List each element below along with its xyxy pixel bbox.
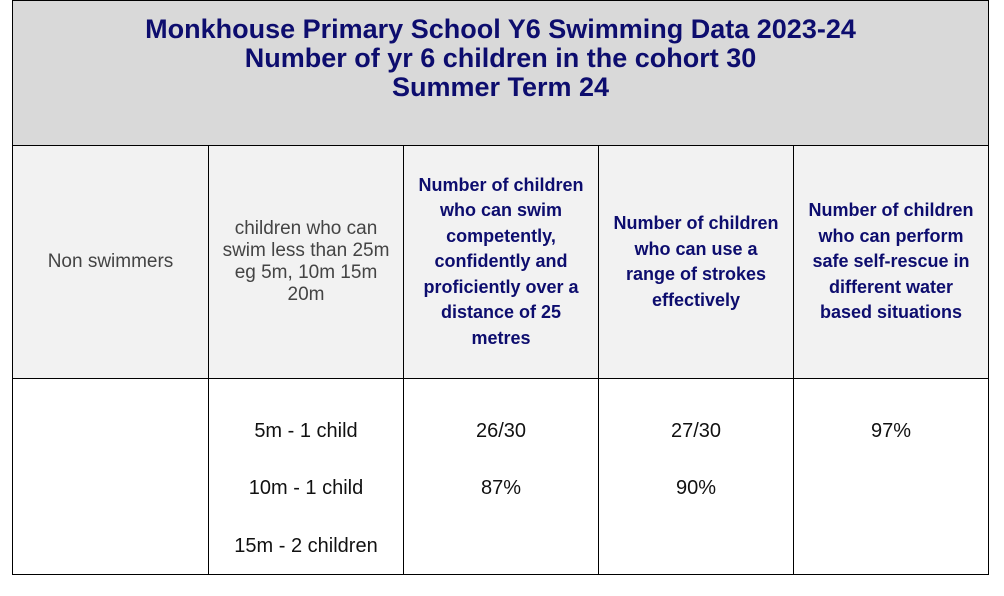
value-range-of-strokes <box>599 379 794 574</box>
value-competent-25m-count: 26/30 <box>475 420 527 442</box>
title-cohort: Number of yr 6 children in the cohort 30 <box>244 43 757 73</box>
header-self-rescue-label: Number of children who can perform safe self-rescue in different water based situations <box>808 200 974 323</box>
header-self-rescue <box>794 146 988 379</box>
title-term: Summer Term 24 <box>391 72 610 102</box>
header-less-than-25m-label: children who can swim less than 25m eg 5m, 10m 15m 20m <box>222 218 390 305</box>
value-self-rescue-percent: 97% <box>870 420 912 442</box>
header-range-of-strokes <box>599 146 794 379</box>
value-self-rescue <box>794 379 988 574</box>
value-less-than-25m-line-3: 15m - 2 children <box>234 535 378 557</box>
value-range-of-strokes-percent: 90% <box>675 477 717 499</box>
title-school: Monkhouse Primary School Y6 Swimming Data 2023-24 <box>145 14 856 44</box>
value-range-of-strokes-count: 27/30 <box>670 420 722 442</box>
header-non-swimmers-label: Non swimmers <box>47 251 174 272</box>
swimming-data-table <box>12 0 989 575</box>
header-range-of-strokes-label: Number of children who can use a range of strokes effectively <box>613 213 779 310</box>
title-block <box>13 1 988 146</box>
value-competent-25m-percent: 87% <box>480 477 522 499</box>
header-non-swimmers <box>13 146 209 379</box>
value-less-than-25m-line-2: 10m - 1 child <box>248 477 364 499</box>
header-less-than-25m <box>209 146 404 379</box>
header-competent-25m <box>404 146 599 379</box>
value-non-swimmers <box>13 379 209 574</box>
value-competent-25m <box>404 379 599 574</box>
data-grid <box>13 146 988 574</box>
value-less-than-25m-line-1: 5m - 1 child <box>254 420 358 442</box>
header-competent-25m-label: Number of children who can swim competently, confidently and proficiently over a distance of 25 metres <box>418 174 584 348</box>
value-less-than-25m <box>209 379 404 574</box>
